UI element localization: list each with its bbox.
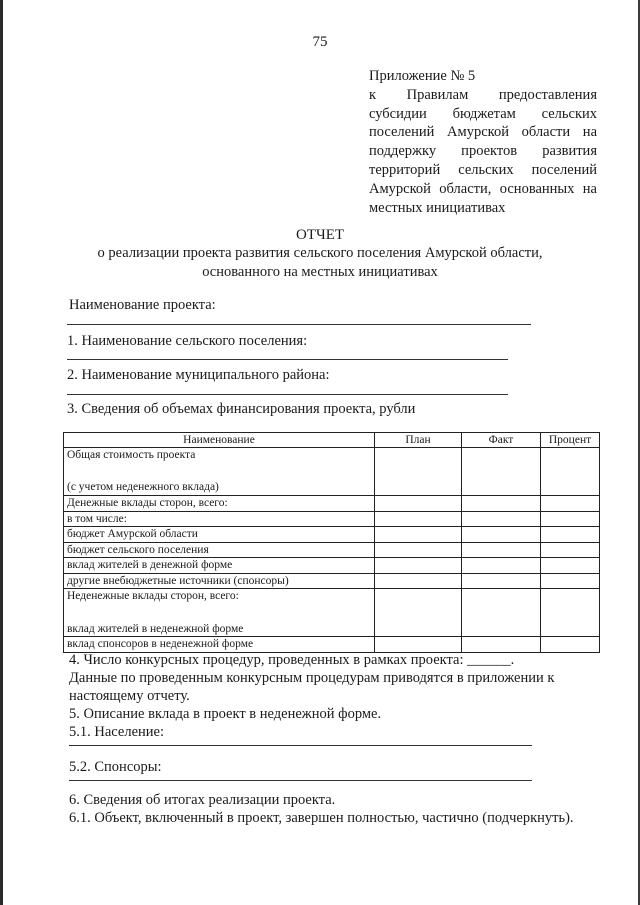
cell-plan (375, 448, 462, 496)
cell-percent (541, 496, 600, 512)
project-name-label: Наименование проекта: (69, 297, 216, 313)
header-fact: Факт (462, 433, 541, 448)
cell-percent (541, 542, 600, 558)
financing-table (63, 432, 600, 653)
cell-fact (462, 496, 541, 512)
table-row (64, 527, 600, 543)
cell-plan (375, 573, 462, 589)
cell-fact (462, 589, 541, 637)
row-label-settlement-budget: бюджет сельского поселения (64, 542, 375, 558)
financing-heading: 3. Сведения об объемах финансирования проекта, рубли (67, 401, 416, 417)
cell-fact (462, 542, 541, 558)
cell-percent (541, 589, 600, 637)
section-6-1-text: 6.1. Объект, включенный в проект, завершен полностью, частично (подчеркнуть). (69, 810, 574, 826)
table-row (64, 511, 600, 527)
annex-line: Амурской области, основанных на (369, 180, 597, 197)
row-label-total (64, 448, 375, 496)
table-header-row (64, 433, 600, 448)
header-percent: Процент (541, 433, 600, 448)
table-row (64, 637, 600, 653)
section-5-1-label: 5.1. Население: (69, 724, 164, 740)
table-row (64, 542, 600, 558)
annex-line: местных инициативах (369, 199, 506, 216)
page-number: 75 (312, 34, 328, 50)
subtitle-line: о реализации проекта развития сельского поселения Амурской области, (97, 245, 543, 261)
row-label-cash: Денежные вклады сторон, всего: (64, 496, 375, 512)
cell-percent (541, 573, 600, 589)
section-4-line-2: Данные по проведенным конкурсным процедурам приводятся в приложении к (69, 670, 555, 686)
table-row (64, 558, 600, 574)
row-label-sponsors-non-cash: вклад спонсоров в неденежной форме (64, 637, 375, 653)
annex-line: к Правилам предоставления (369, 86, 597, 103)
scan-edge-left (0, 0, 3, 905)
cell-plan (375, 558, 462, 574)
annex-line: поселений Амурской области на (369, 124, 597, 141)
cell-percent (541, 637, 600, 653)
report-title: ОТЧЕТ (295, 227, 345, 243)
row-label-other-sources: другие внебюджетные источники (спонсоры) (64, 573, 375, 589)
table-row (64, 448, 600, 496)
section-5-1-blank-line (69, 745, 532, 746)
section-4-line-1: 4. Число конкурсных процедур, проведенных в рамках проекта: ______. (69, 652, 515, 668)
annex-header (369, 67, 597, 217)
row-label-non-cash (64, 589, 375, 637)
cell-percent (541, 511, 600, 527)
header-name: Наименование (64, 433, 375, 448)
cell-plan (375, 496, 462, 512)
row-label-including: в том числе: (64, 511, 375, 527)
cell-fact (462, 637, 541, 653)
table-row (64, 496, 600, 512)
section-6-heading: 6. Сведения об итогах реализации проекта. (69, 792, 336, 808)
cell-percent (541, 558, 600, 574)
row-label-non-cash-bottom: вклад жителей в неденежной форме (67, 622, 244, 635)
project-name-blank-line (67, 324, 531, 325)
district-name-blank-line (67, 394, 508, 395)
row-label-regional-budget: бюджет Амурской области (64, 527, 375, 543)
cell-fact (462, 558, 541, 574)
section-5-2-blank-line (69, 780, 532, 781)
cell-plan (375, 637, 462, 653)
settlement-name-blank-line (67, 359, 508, 360)
cell-percent (541, 527, 600, 543)
header-plan: План (375, 433, 462, 448)
section-4-line-3: настоящему отчету. (69, 688, 190, 704)
annex-line: поддержку проектов развития (369, 143, 597, 160)
annex-title: Приложение № 5 (369, 68, 476, 84)
row-label-total-top: Общая стоимость проекта (67, 449, 196, 461)
cell-plan (375, 589, 462, 637)
table-row (64, 589, 600, 637)
cell-fact (462, 448, 541, 496)
row-label-residents-cash: вклад жителей в денежной форме (64, 558, 375, 574)
cell-plan (375, 511, 462, 527)
annex-line: территорий сельских поселений (369, 161, 597, 178)
row-label-total-bottom: (с учетом неденежного вклада) (67, 480, 219, 493)
row-label-non-cash-top: Неденежные вклады сторон, всего: (67, 590, 239, 602)
cell-fact (462, 573, 541, 589)
table-row (64, 573, 600, 589)
district-name-label: 2. Наименование муниципального района: (67, 367, 330, 383)
section-5-2-label: 5.2. Спонсоры: (69, 759, 162, 775)
settlement-name-label: 1. Наименование сельского поселения: (67, 333, 308, 349)
report-subtitle (80, 244, 560, 281)
subtitle-line: основанного на местных инициативах (202, 263, 438, 280)
cell-plan (375, 542, 462, 558)
cell-fact (462, 527, 541, 543)
annex-line: субсидии бюджетам сельских (369, 105, 597, 122)
section-5-heading: 5. Описание вклада в проект в неденежной форме. (69, 706, 382, 722)
cell-plan (375, 527, 462, 543)
cell-percent (541, 448, 600, 496)
cell-fact (462, 511, 541, 527)
